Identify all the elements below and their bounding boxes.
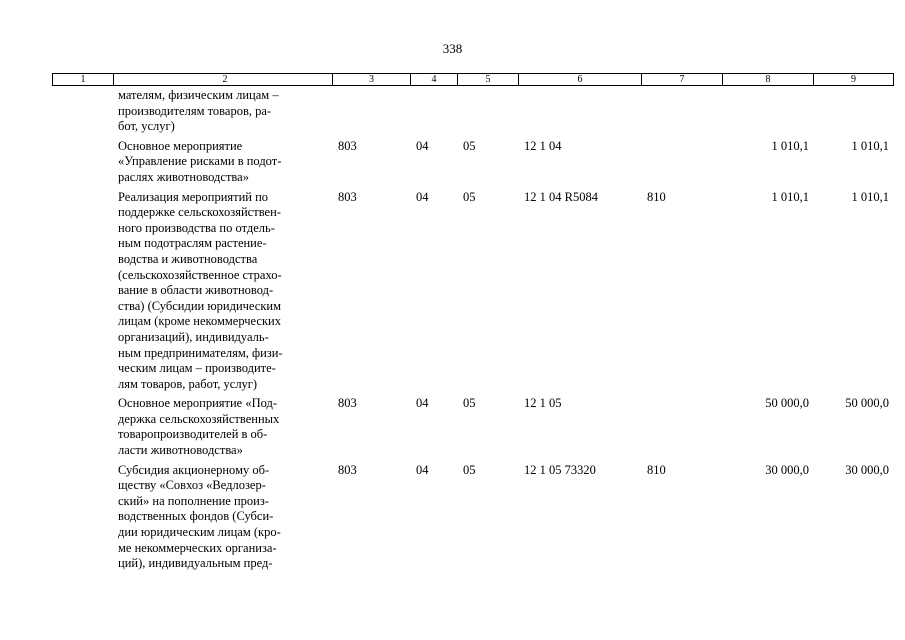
expense-name-line: мателям, физическим лицам – bbox=[118, 88, 279, 102]
empty-cell-col-1 bbox=[53, 392, 114, 458]
expense-name-cell bbox=[114, 86, 333, 135]
expense-type-code: 810 bbox=[647, 462, 666, 477]
expense-name-line: ский» на пополнение произ- bbox=[118, 493, 269, 508]
amount-col-9: 1 010,1 bbox=[851, 189, 889, 204]
expense-name-line: ласти животноводства» bbox=[118, 443, 243, 458]
subsection-code: 05 bbox=[463, 396, 476, 411]
expense-name-line: водства и животноводства bbox=[118, 251, 258, 266]
header-col-2: 2 bbox=[114, 74, 333, 86]
expense-name-cell bbox=[114, 392, 333, 458]
expense-name-line: ным предпринимателям, физи- bbox=[118, 345, 283, 360]
amount-col-9: 30 000,0 bbox=[845, 462, 889, 477]
header-col-6: 6 bbox=[519, 74, 642, 86]
expense-name-line: бот, услуг) bbox=[118, 119, 175, 134]
expense-name-line: Реализация мероприятий по bbox=[118, 189, 269, 204]
section-code bbox=[411, 86, 458, 135]
table-row bbox=[53, 459, 894, 572]
budget-table bbox=[52, 73, 894, 572]
table-row bbox=[53, 392, 894, 458]
header-col-1: 1 bbox=[53, 74, 114, 86]
expense-name-line: дии юридическим лицам (кро- bbox=[118, 525, 281, 540]
expense-name-line: ства) (Субсидии юридическим bbox=[118, 298, 282, 313]
empty-cell-col-1 bbox=[53, 86, 114, 135]
expense-name-line: ного производства по отдель- bbox=[118, 220, 275, 235]
amount-col-9: 1 010,1 bbox=[851, 138, 889, 153]
amount-col-8 bbox=[723, 86, 814, 135]
header-row bbox=[53, 74, 894, 86]
section-code: 04 bbox=[416, 189, 429, 204]
expense-name-line: производителям товаров, ра- bbox=[118, 103, 272, 118]
section-code: 04 bbox=[416, 462, 429, 477]
expense-name-line: товаропроизводителей в об- bbox=[118, 427, 268, 442]
empty-cell-col-1 bbox=[53, 135, 114, 186]
expense-name-cell bbox=[114, 459, 333, 572]
expense-name-line: Основное мероприятие «Под- bbox=[118, 396, 278, 411]
ministry-code: 803 bbox=[338, 396, 357, 411]
empty-cell-col-1 bbox=[53, 186, 114, 393]
amount-col-9: 50 000,0 bbox=[845, 396, 889, 411]
target-article-code: 12 1 04 bbox=[524, 138, 562, 153]
expense-name-line: «Управление рисками в подот- bbox=[118, 154, 282, 169]
table-row bbox=[53, 135, 894, 186]
expense-name-cell bbox=[114, 135, 333, 186]
expense-type-code bbox=[642, 86, 723, 135]
subsection-code: 05 bbox=[463, 138, 476, 153]
expense-name-line: лицам (кроме некоммерческих bbox=[118, 314, 281, 329]
section-code: 04 bbox=[416, 138, 429, 153]
expense-name-line: Основное мероприятие bbox=[118, 138, 243, 153]
amount-col-8: 30 000,0 bbox=[765, 462, 809, 477]
expense-type-code bbox=[642, 392, 723, 458]
amount-col-8: 50 000,0 bbox=[765, 396, 809, 411]
page-number: 338 bbox=[442, 41, 463, 56]
expense-name-line: ческим лицам – производите- bbox=[118, 361, 276, 376]
header-col-9: 9 bbox=[814, 74, 894, 86]
ministry-code: 803 bbox=[338, 462, 357, 477]
expense-type-code: 810 bbox=[647, 189, 666, 204]
subsection-code: 05 bbox=[463, 189, 476, 204]
header-col-5: 5 bbox=[458, 74, 519, 86]
ministry-code bbox=[333, 86, 411, 135]
target-article-code: 12 1 05 73320 bbox=[524, 462, 596, 477]
expense-name-line: держка сельскохозяйственных bbox=[118, 411, 280, 426]
header-col-4: 4 bbox=[411, 74, 458, 86]
expense-name-line: ществу «Совхоз «Ведлозер- bbox=[118, 478, 266, 493]
ministry-code: 803 bbox=[338, 138, 357, 153]
expense-name-line: ме некоммерческих организа- bbox=[118, 540, 277, 555]
amount-col-9 bbox=[814, 86, 894, 135]
expense-name-line: Субсидия акционерному об- bbox=[118, 462, 270, 477]
table-body bbox=[53, 86, 894, 572]
expense-name-line: (сельскохозяйственное страхо- bbox=[118, 267, 282, 282]
table-row bbox=[53, 186, 894, 393]
expense-name-cell bbox=[114, 186, 333, 393]
target-article-code: 12 1 05 bbox=[524, 396, 562, 411]
empty-cell-col-1 bbox=[53, 459, 114, 572]
target-article-code bbox=[519, 86, 642, 135]
amount-col-8: 1 010,1 bbox=[771, 138, 809, 153]
target-article-code: 12 1 04 R5084 bbox=[524, 189, 598, 204]
section-code: 04 bbox=[416, 396, 429, 411]
expense-name-line: водственных фондов (Субси- bbox=[118, 509, 274, 524]
expense-name-line: лям товаров, работ, услуг) bbox=[118, 376, 258, 391]
header-col-3: 3 bbox=[333, 74, 411, 86]
expense-name-line: ным подотраслям растение- bbox=[118, 236, 267, 251]
expense-name-line: организаций), индивидуаль- bbox=[118, 329, 269, 344]
ministry-code: 803 bbox=[338, 189, 357, 204]
expense-name-line: вание в области животновод- bbox=[118, 283, 274, 298]
header-col-8: 8 bbox=[723, 74, 814, 86]
subsection-code bbox=[458, 86, 519, 135]
header-col-7: 7 bbox=[642, 74, 723, 86]
expense-name-line: поддержке сельскохозяйствен- bbox=[118, 205, 281, 220]
expense-name-line: раслях животноводства» bbox=[118, 169, 249, 184]
table-row bbox=[53, 86, 894, 135]
subsection-code: 05 bbox=[463, 462, 476, 477]
amount-col-8: 1 010,1 bbox=[771, 189, 809, 204]
table-header bbox=[53, 74, 894, 86]
expense-type-code bbox=[642, 135, 723, 186]
expense-name-line: ций), индивидуальным пред- bbox=[118, 556, 273, 571]
